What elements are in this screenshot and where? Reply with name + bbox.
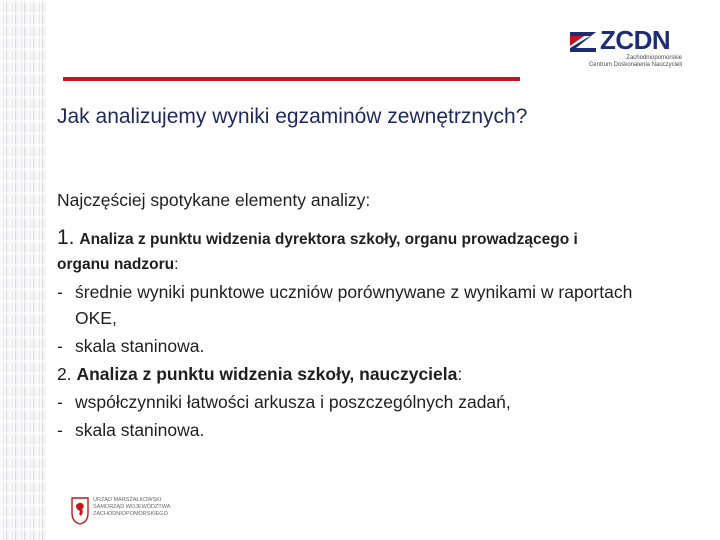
list-dash: - (57, 336, 63, 356)
griffin-emblem-icon (71, 497, 89, 525)
footer-logo (71, 497, 191, 527)
footer-logo-text (93, 497, 170, 518)
list-item-text: współczynniki łatwości arkusza i poszczególnych zadań, (75, 392, 511, 412)
list-item-text: skala staninowa. (75, 420, 205, 440)
point-2-colon: : (457, 364, 463, 384)
footer-line3: ZACHODNIOPOMORSKIEGO (93, 511, 168, 517)
point-1-heading (57, 226, 578, 250)
slide-title: Jak analizujemy wyniki egzaminów zewnętrznych? (57, 105, 528, 128)
footer-line2: SAMORZĄD WOJEWÓDZTWA (93, 504, 171, 510)
logo-subtitle (572, 55, 682, 69)
point-1-label-cont: organu nadzoru (57, 256, 175, 273)
logo-subtitle-line2: Centrum Doskonalenia Nauczycieli (588, 62, 682, 68)
point-1-label: Analiza z punktu widzenia dyrektora szkoły, organu prowadzącego i (79, 231, 578, 248)
point-2-label: Analiza z punktu widzenia szkoły, nauczyciela (76, 364, 458, 384)
list-dash: - (57, 392, 63, 412)
point-1-number: 1. (57, 226, 75, 249)
list-item-text: OKE, (75, 308, 117, 328)
logo-subtitle-line1: Zachodniopomorskie (626, 55, 682, 61)
zcdn-logo-icon (570, 28, 600, 52)
list-item-text: skala staninowa. (75, 336, 205, 356)
footer-line1: URZĄD MARSZAŁKOWSKI (93, 497, 162, 503)
list-dash: - (57, 420, 63, 440)
zcdn-logo (570, 25, 682, 74)
side-strip-texture (0, 0, 46, 540)
point-2-heading (57, 364, 462, 385)
point-2-number: 2. (57, 364, 72, 384)
logo-wordmark: ZCDN (600, 25, 671, 55)
point-1-colon: : (174, 256, 179, 273)
title-rule (63, 77, 520, 81)
point-1-heading-cont (57, 256, 178, 274)
list-item-text: średnie wyniki punktowe uczniów porównywane z wynikami w raportach (75, 282, 633, 302)
intro-text: Najczęściej spotykane elementy analizy: (57, 190, 371, 210)
list-dash: - (57, 282, 63, 302)
